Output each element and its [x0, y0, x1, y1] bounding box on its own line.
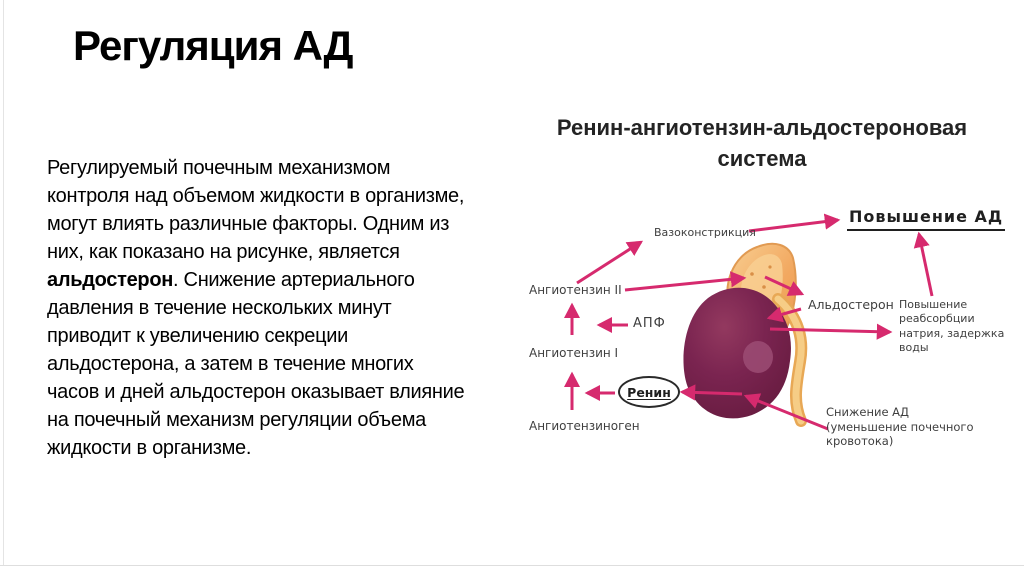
body-line: жидкости в организме. — [47, 437, 252, 459]
body-line: часов и дней альдостерон оказывает влияние — [47, 381, 465, 403]
body-line: альдостерон. Снижение артериального — [47, 269, 415, 291]
label-aldosterone: Альдостерон — [808, 297, 894, 312]
label-renin: Ренин — [627, 384, 671, 400]
body-line: приводит к увеличению секреции — [47, 325, 349, 347]
arrow-bp-decrease-to-kidney — [746, 396, 828, 429]
renin-oval — [618, 376, 680, 408]
label-angiotensin-ii: Ангиотензин II — [529, 283, 622, 297]
diagram-title-line2: система — [717, 146, 807, 171]
diagram-title — [512, 112, 1012, 174]
body-line: давления в течение нескольких минут — [47, 297, 392, 319]
diagram-title-line1: Ренин-ангиотензин-альдостероновая — [556, 115, 968, 140]
slide-frame-bottom-line — [0, 565, 1024, 566]
body-line: контроля над объемом жидкости в организме, — [47, 185, 465, 207]
body-line: Регулируемый почечным механизмом — [47, 157, 391, 179]
label-sodium-reabsorption: Повышение реабсорбции натрия, задержка воды — [899, 298, 1005, 354]
slide-frame-left-line — [3, 0, 4, 566]
kidney-shape — [683, 288, 790, 419]
page-title: Регуляция АД — [73, 22, 353, 69]
label-ace: АПФ — [633, 316, 666, 331]
body-line: альдостерона, а затем в течение многих — [47, 353, 414, 375]
body-line: них, как показано на рисунке, является — [47, 241, 400, 263]
label-bp-decrease: Снижение АД (уменьшение почечного кровотока) — [826, 405, 974, 449]
arrow-vasoconstriction-to-bp-up — [749, 220, 838, 231]
body-paragraph — [47, 154, 464, 462]
arrow-at2-to-vasoconstriction — [577, 242, 641, 283]
arrow-kidney-to-renin — [682, 392, 742, 394]
arrow-reabsorption-to-bp-up — [919, 234, 932, 296]
label-angiotensinogen: Ангиотензиноген — [529, 419, 640, 433]
body-line: могут влиять различные факторы. Одним из — [47, 213, 450, 235]
label-vasoconstriction: Вазоконстрикция — [654, 226, 756, 239]
label-angiotensin-i: Ангиотензин I — [529, 346, 619, 360]
kidney-highlight-spot — [743, 341, 773, 373]
arrow-at2-to-adrenal — [625, 278, 744, 290]
label-bp-increase: Повышение АД — [847, 207, 1005, 231]
body-line: на почечный механизм регуляции объема — [47, 409, 426, 431]
